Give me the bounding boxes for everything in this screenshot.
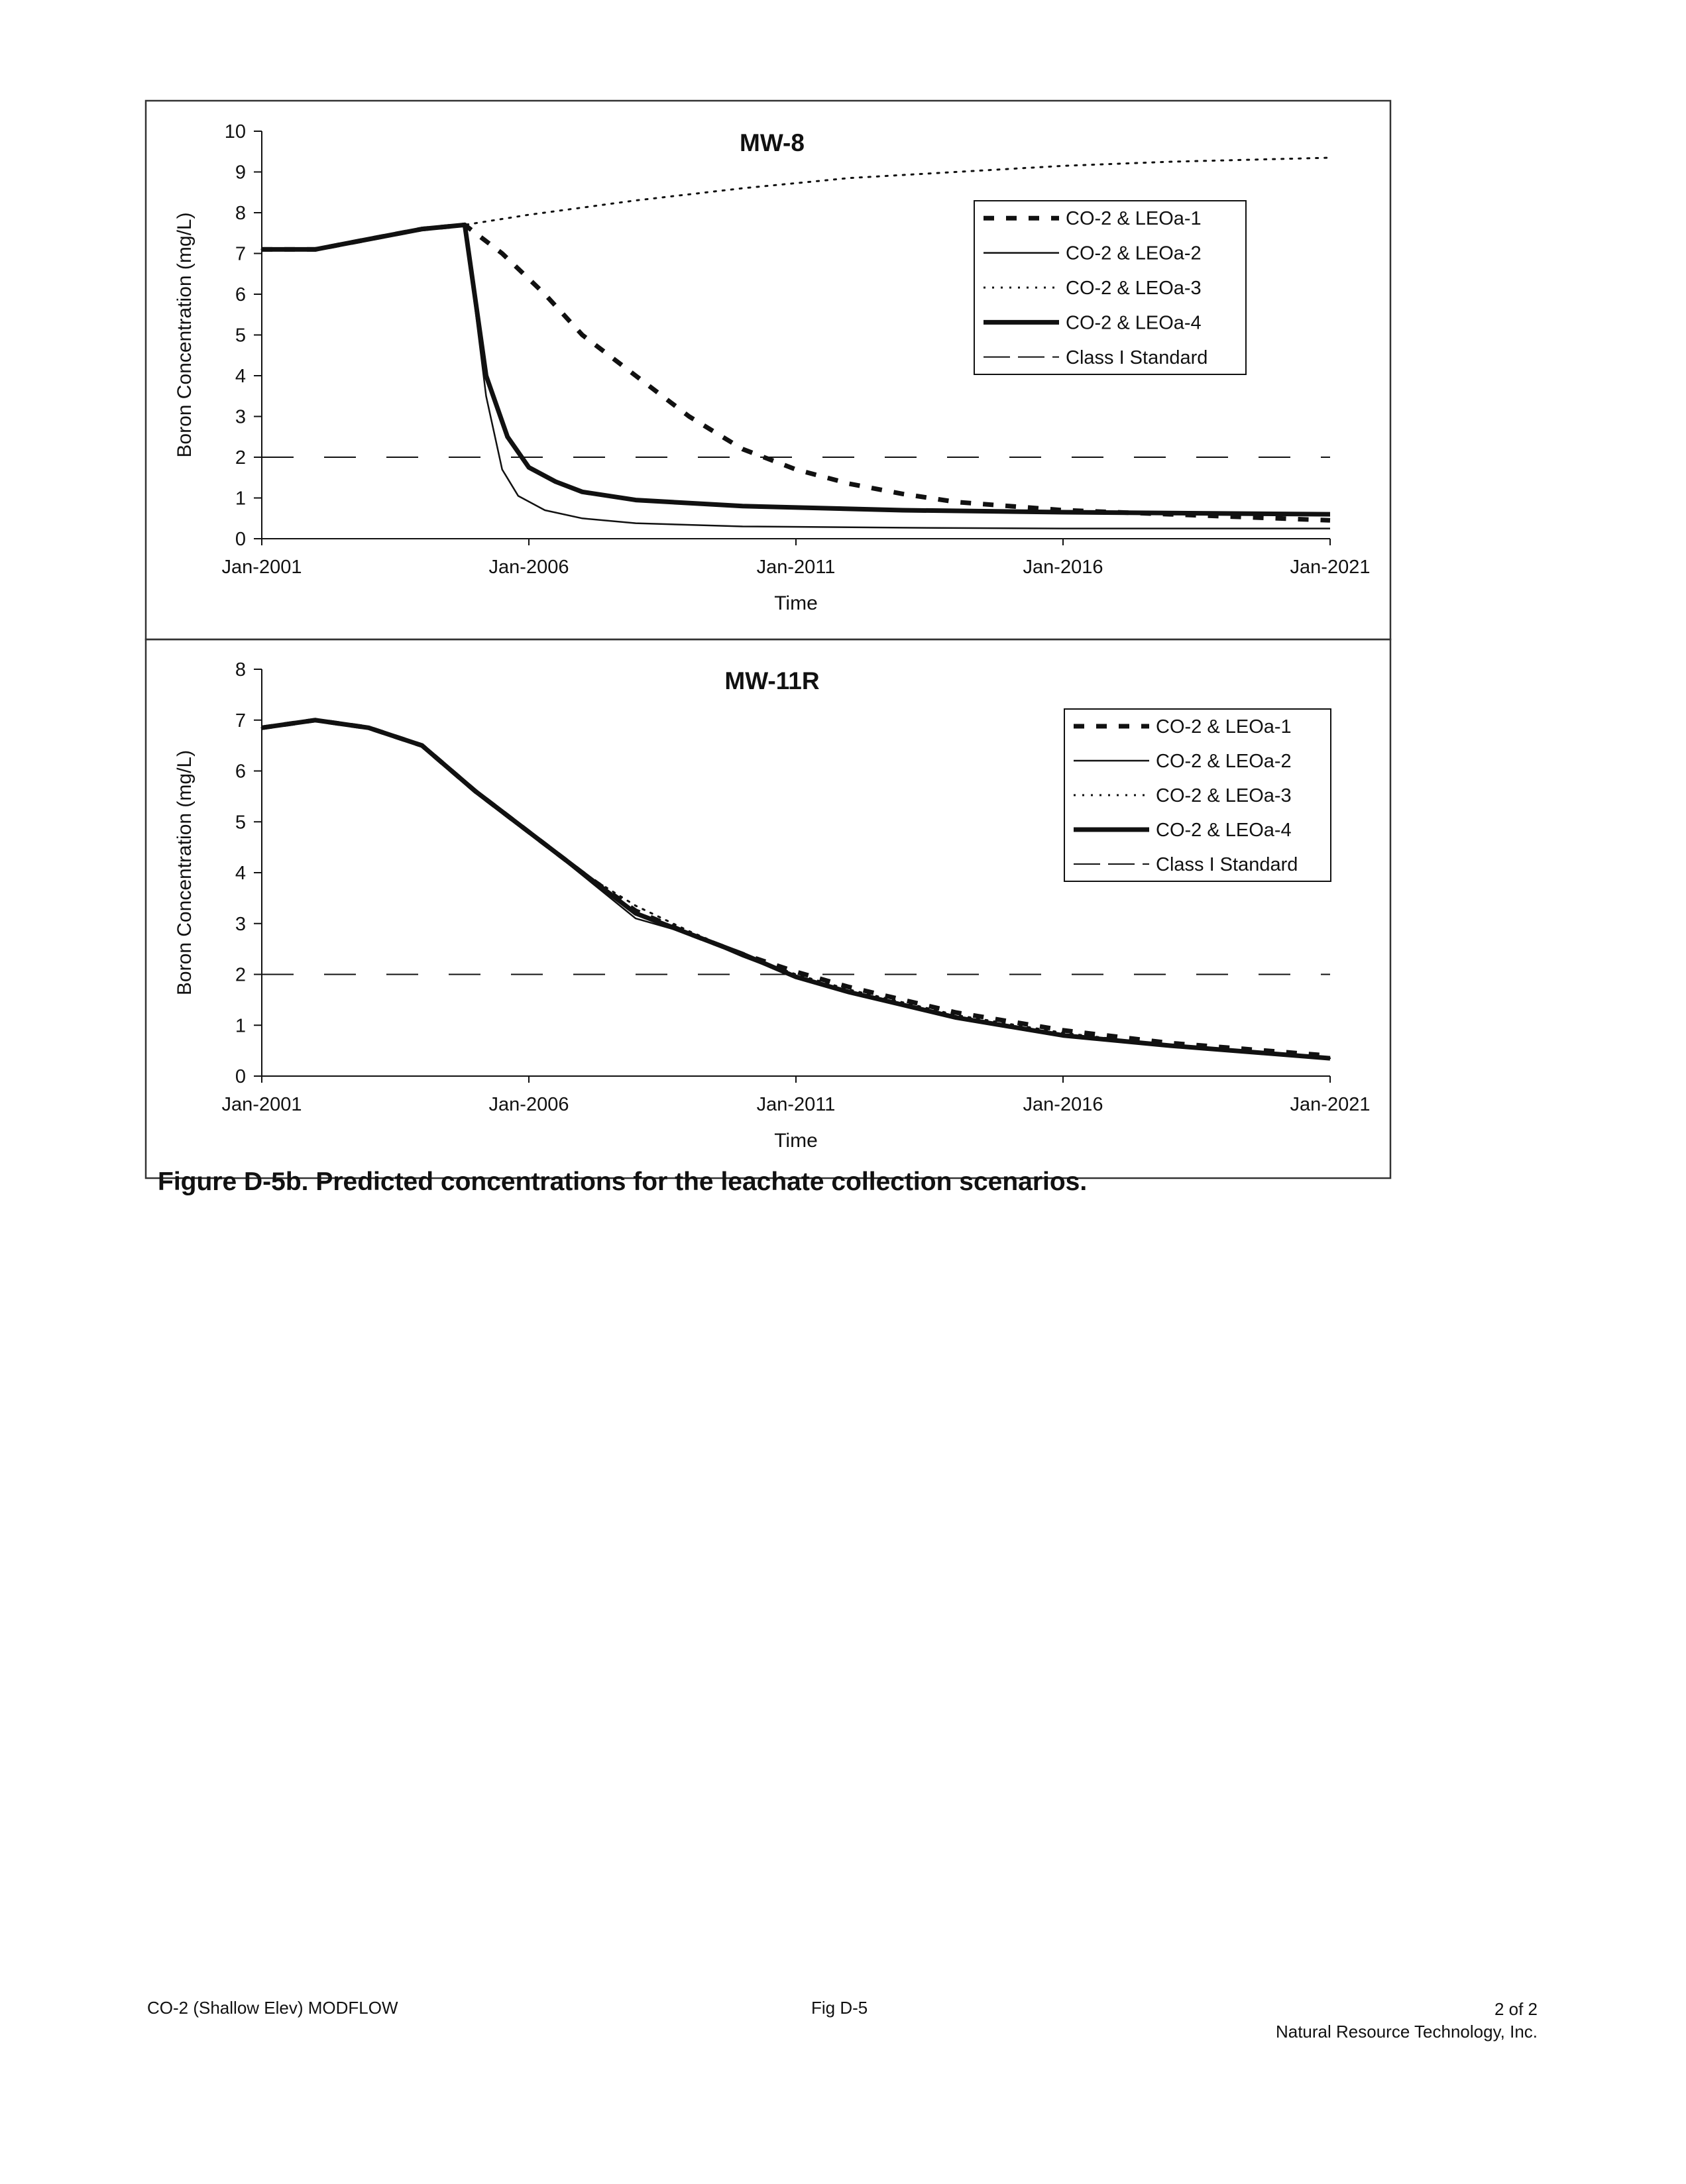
y-axis-title: Boron Concentration (mg/L) xyxy=(174,749,196,996)
legend-label: CO-2 & LEOa-2 xyxy=(1066,243,1202,264)
y-tick-label: 7 xyxy=(235,710,246,732)
legend-label: CO-2 & LEOa-3 xyxy=(1066,278,1202,299)
x-tick-label: Jan-2011 xyxy=(756,1094,836,1115)
y-tick-label: 7 xyxy=(235,243,246,265)
y-tick-label: 5 xyxy=(235,325,246,347)
x-tick-label: Jan-2021 xyxy=(1290,557,1371,578)
y-tick-label: 3 xyxy=(235,406,246,428)
y-tick-label: 4 xyxy=(235,863,246,884)
chart-title: MW-11R xyxy=(724,667,820,694)
y-tick-label: 5 xyxy=(235,812,246,834)
y-tick-label: 2 xyxy=(235,447,246,468)
x-axis-title: Time xyxy=(774,1130,818,1152)
footer-page-number: 2 of 2 xyxy=(1494,1999,1538,2019)
y-tick-label: 2 xyxy=(235,964,246,986)
footer-right-block xyxy=(1276,1998,1538,2043)
legend-label: CO-2 & LEOa-3 xyxy=(1156,785,1292,806)
y-tick-label: 4 xyxy=(235,366,246,387)
y-tick-label: 1 xyxy=(235,488,246,510)
y-tick-label: 9 xyxy=(235,162,246,184)
x-tick-label: Jan-2011 xyxy=(756,557,836,578)
y-tick-label: 3 xyxy=(235,913,246,935)
legend xyxy=(974,201,1246,374)
footer-company-name: Natural Resource Technology, Inc. xyxy=(1275,2022,1538,2042)
y-tick-label: 0 xyxy=(235,529,246,550)
legend-label: Class I Standard xyxy=(1156,854,1298,875)
x-tick-label: Jan-2006 xyxy=(488,557,569,578)
legend-label: CO-2 & LEOa-1 xyxy=(1156,716,1292,737)
y-tick-label: 8 xyxy=(235,659,246,681)
legend xyxy=(1064,709,1331,881)
legend-label: Class I Standard xyxy=(1066,347,1208,368)
x-tick-label: Jan-2006 xyxy=(488,1094,569,1115)
y-tick-label: 10 xyxy=(224,121,246,142)
x-tick-label: Jan-2016 xyxy=(1023,557,1103,578)
y-tick-label: 8 xyxy=(235,203,246,224)
chart-mw-8 xyxy=(146,101,1390,639)
x-axis-title: Time xyxy=(774,592,818,614)
x-tick-label: Jan-2021 xyxy=(1290,1094,1371,1115)
y-tick-label: 1 xyxy=(235,1015,246,1037)
x-tick-label: Jan-2001 xyxy=(221,1094,302,1115)
chart-title: MW-8 xyxy=(740,129,805,156)
y-tick-label: 6 xyxy=(235,284,246,305)
footer-figure-number: Fig D-5 xyxy=(811,1998,868,2018)
footer-document-name: CO-2 (Shallow Elev) MODFLOW xyxy=(147,1998,398,2018)
legend-label: CO-2 & LEOa-1 xyxy=(1066,208,1202,230)
legend-label: CO-2 & LEOa-4 xyxy=(1066,312,1202,334)
y-tick-label: 0 xyxy=(235,1066,246,1087)
legend-label: CO-2 & LEOa-2 xyxy=(1156,751,1292,772)
y-tick-label: 6 xyxy=(235,761,246,783)
x-tick-label: Jan-2016 xyxy=(1023,1094,1103,1115)
figure-caption: Figure D-5b. Predicted concentrations for the leachate collection scenarios. xyxy=(158,1168,1088,1196)
x-tick-label: Jan-2001 xyxy=(221,557,302,578)
y-axis-title: Boron Concentration (mg/L) xyxy=(174,212,196,458)
chart-mw-11r xyxy=(146,639,1390,1178)
legend-label: CO-2 & LEOa-4 xyxy=(1156,820,1292,841)
